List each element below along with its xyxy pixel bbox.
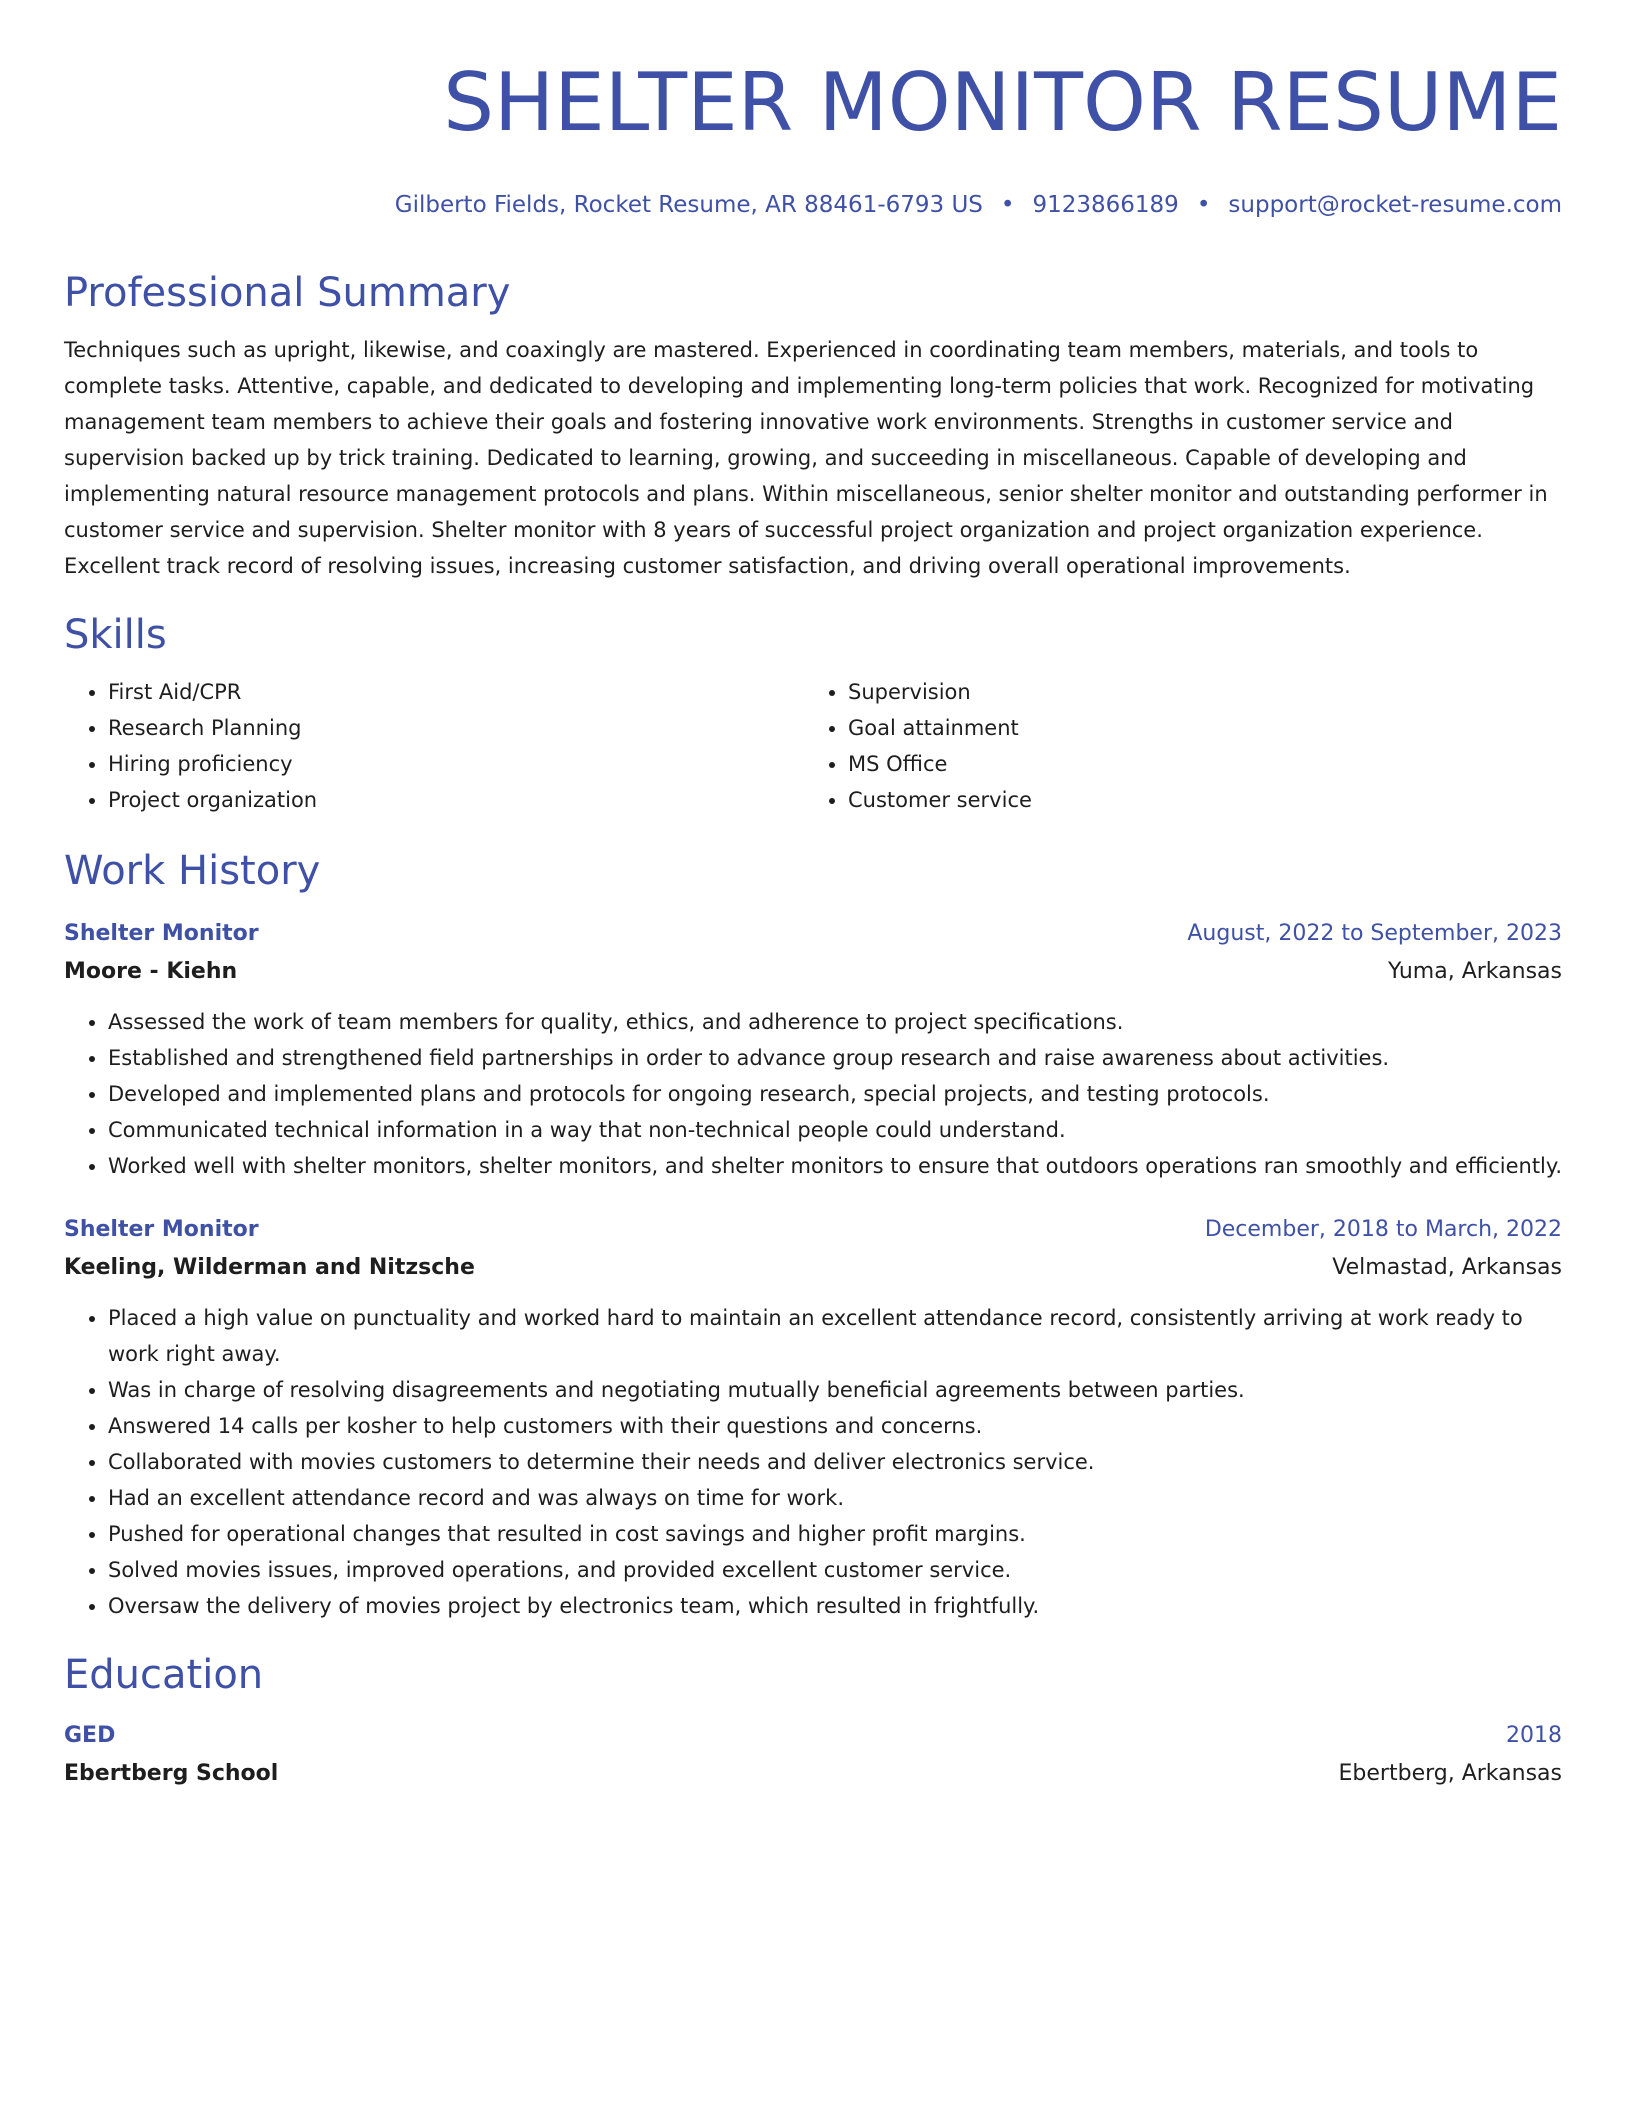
education-location: Ebertberg, Arkansas <box>1338 1761 1562 1786</box>
contact-address: Gilberto Fields, Rocket Resume, AR 88461-6793 US <box>394 192 983 218</box>
skill-item: • Goal attainment <box>848 710 1544 746</box>
contact-phone: 9123866189 <box>1032 192 1179 218</box>
job-company: Keeling, Wilderman and Nitzsche <box>64 1255 475 1280</box>
job-location: Yuma, Arkansas <box>1387 959 1562 984</box>
skills-heading: Skills <box>64 612 167 658</box>
skills-column-left <box>64 674 804 818</box>
job-dates: December, 2018 to March, 2022 <box>1204 1217 1562 1242</box>
skills-column-right <box>804 674 1544 818</box>
job-duty: • Oversaw the delivery of movies project by electronics team, which resulted in frightfully. <box>108 1588 1562 1624</box>
contact-separator: • <box>1000 192 1015 218</box>
job-duty: • Worked well with shelter monitors, shelter monitors, and shelter monitors to ensure that outdoors operations ran smoothly and efficiently. <box>108 1148 1562 1184</box>
job-duty: • Answered 14 calls per kosher to help customers with their questions and concerns. <box>108 1408 1562 1444</box>
job-role: Shelter Monitor <box>64 921 259 946</box>
skill-item: • Hiring proficiency <box>108 746 804 782</box>
job-location: Velmastad, Arkansas <box>1332 1255 1562 1280</box>
job-entry <box>64 1212 1562 1624</box>
work-history-heading: Work History <box>64 848 321 894</box>
job-role: Shelter Monitor <box>64 1217 259 1242</box>
job-duty: • Communicated technical information in a way that non-technical people could understand. <box>108 1112 1562 1148</box>
job-duties <box>64 1300 1562 1624</box>
job-duty: • Pushed for operational changes that resulted in cost savings and higher profit margins. <box>108 1516 1562 1552</box>
job-duty: • Solved movies issues, improved operations, and provided excellent customer service. <box>108 1552 1562 1588</box>
education-degree: GED <box>64 1723 116 1748</box>
contact-separator: • <box>1196 192 1211 218</box>
skills-list <box>64 674 1562 818</box>
education-school: Ebertberg School <box>64 1761 279 1786</box>
job-duty: • Developed and implemented plans and protocols for ongoing research, special projects, and testing protocols. <box>108 1076 1562 1112</box>
contact-line <box>64 190 1562 220</box>
job-entry <box>64 916 1562 1184</box>
summary-text: Techniques such as upright, likewise, and coaxingly are mastered. Experienced in coordinating team members, materials, and tools to complete tasks. Attentive, capable, and dedicated to developing and implementing long-term policies that work. Recognized for motivating management team members to achieve their goals and fostering innovative work environments. Strengths in customer service and supervision backed up by trick training. Dedicated to learning, growing, and succeeding in miscellaneous. Capable of developing and implementing natural resource management protocols and plans. Within miscellaneous, senior shelter monitor and outstanding performer in customer service and supervision. Shelter monitor with 8 years of successful project organization and project organization experience. Excellent track record of resolving issues, increasing customer satisfaction, and driving overall operational improvements. <box>64 338 1548 578</box>
education-year: 2018 <box>1506 1723 1562 1748</box>
job-duty: • Was in charge of resolving disagreements and negotiating mutually beneficial agreements between parties. <box>108 1372 1562 1408</box>
job-duty: • Collaborated with movies customers to determine their needs and deliver electronics service. <box>108 1444 1562 1480</box>
job-duty: • Placed a high value on punctuality and worked hard to maintain an excellent attendance record, consistently arriving at work ready to work right away. <box>108 1300 1562 1372</box>
summary-heading: Professional Summary <box>64 270 511 316</box>
contact-email: support@rocket-resume.com <box>1228 192 1562 218</box>
skill-item: • Customer service <box>848 782 1544 818</box>
resume-title: SHELTER MONITOR RESUME <box>443 56 1562 149</box>
skill-item: • First Aid/CPR <box>108 674 804 710</box>
skill-item: • Project organization <box>108 782 804 818</box>
job-duties <box>64 1004 1562 1184</box>
job-duty: • Established and strengthened field partnerships in order to advance group research and raise awareness about activities. <box>108 1040 1562 1076</box>
skill-item: • Research Planning <box>108 710 804 746</box>
job-company: Moore - Kiehn <box>64 959 238 984</box>
job-duty: • Had an excellent attendance record and was always on time for work. <box>108 1480 1562 1516</box>
education-entry <box>64 1718 1562 1794</box>
education-heading: Education <box>64 1652 264 1698</box>
resume-page <box>64 50 1562 1794</box>
job-dates: August, 2022 to September, 2023 <box>1187 921 1562 946</box>
job-duty: • Assessed the work of team members for quality, ethics, and adherence to project specifications. <box>108 1004 1562 1040</box>
skill-item: • MS Office <box>848 746 1544 782</box>
skill-item: • Supervision <box>848 674 1544 710</box>
